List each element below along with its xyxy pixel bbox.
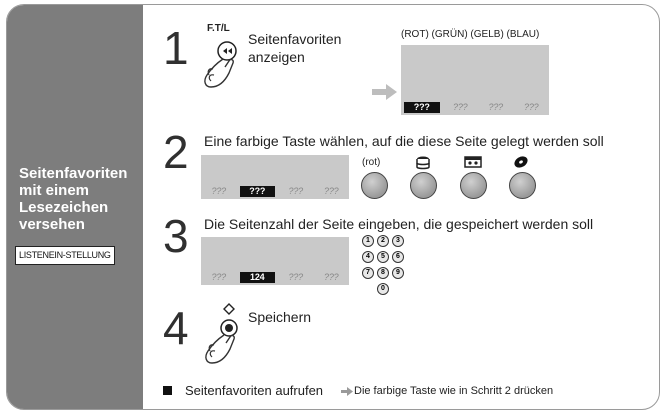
step4-text: Speichern bbox=[248, 309, 312, 325]
tv-screen-step1 bbox=[401, 45, 549, 115]
step-number: 1 bbox=[163, 22, 189, 74]
database-icon bbox=[415, 155, 431, 171]
favorite-slot-selected: 124 bbox=[240, 272, 276, 283]
sidebar-title bbox=[19, 165, 139, 233]
sidebar-title-line: mit einem bbox=[19, 182, 90, 199]
sidebar-title-line: Seitenfavoriten bbox=[19, 165, 128, 182]
color-key-header: (ROT) (GRÜN) (GELB) (BLAU) bbox=[401, 29, 540, 40]
number-key[interactable]: 8 bbox=[377, 267, 389, 279]
step-number: 3 bbox=[163, 210, 189, 262]
favorite-slot: ??? bbox=[488, 102, 503, 112]
number-key[interactable]: 6 bbox=[392, 251, 404, 263]
step1-text-line1: Seitenfavoriten bbox=[248, 31, 342, 47]
mode-badge: LISTENEIN-STELLUNG bbox=[15, 246, 115, 265]
number-key[interactable]: 3 bbox=[392, 235, 404, 247]
bullet-square bbox=[163, 386, 172, 395]
step-number: 4 bbox=[163, 302, 189, 354]
favorite-slot: ??? bbox=[324, 272, 339, 282]
arrow-right-icon bbox=[372, 83, 398, 101]
red-button-label: (rot) bbox=[362, 157, 381, 168]
sidebar-title-line: versehen bbox=[19, 216, 85, 233]
hand-press-ok-icon bbox=[197, 303, 243, 365]
instruction-panel bbox=[6, 4, 660, 410]
green-button[interactable] bbox=[410, 172, 437, 199]
number-key[interactable]: 5 bbox=[377, 251, 389, 263]
number-key[interactable]: 4 bbox=[362, 251, 374, 263]
favorite-slot-selected: ??? bbox=[240, 186, 276, 197]
favorite-slot: ??? bbox=[524, 102, 539, 112]
favorite-slot: ??? bbox=[211, 186, 226, 196]
number-key[interactable]: 7 bbox=[362, 267, 374, 279]
yellow-button[interactable] bbox=[460, 172, 487, 199]
number-key[interactable]: 1 bbox=[362, 235, 374, 247]
favorite-slot: ??? bbox=[453, 102, 468, 112]
step1-text-line2: anzeigen bbox=[248, 49, 305, 65]
ftl-button-label: F.T/L bbox=[207, 23, 230, 34]
tv-screen-step3 bbox=[201, 237, 349, 285]
blue-button[interactable] bbox=[509, 172, 536, 199]
favorite-slot: ??? bbox=[324, 186, 339, 196]
number-key[interactable]: 0 bbox=[377, 283, 389, 295]
step2-text: Eine farbige Taste wählen, auf die diese Seite gelegt werden soll bbox=[204, 133, 604, 149]
arrow-right-small-icon bbox=[341, 387, 353, 396]
number-key[interactable]: 2 bbox=[377, 235, 389, 247]
sidebar-title-line: Lesezeichen bbox=[19, 199, 109, 216]
favorite-slot: ??? bbox=[211, 272, 226, 282]
red-button[interactable] bbox=[361, 172, 388, 199]
sidebar bbox=[7, 5, 143, 409]
disc-icon bbox=[513, 154, 529, 170]
step3-text: Die Seitenzahl der Seite eingeben, die gespeichert werden soll bbox=[204, 216, 594, 232]
footer-bold-text: Seitenfavoriten aufrufen bbox=[185, 383, 324, 398]
tv-screen-step2 bbox=[201, 155, 349, 199]
hand-press-icon bbox=[197, 35, 243, 89]
step-number: 2 bbox=[163, 126, 189, 178]
number-key[interactable]: 9 bbox=[392, 267, 404, 279]
favorite-slot-selected: ??? bbox=[404, 102, 440, 113]
favorite-slot: ??? bbox=[288, 272, 303, 282]
footer-text: Die farbige Taste wie in Schritt 2 drücken bbox=[354, 385, 554, 397]
favorite-slot: ??? bbox=[288, 186, 303, 196]
cassette-icon bbox=[464, 156, 482, 168]
